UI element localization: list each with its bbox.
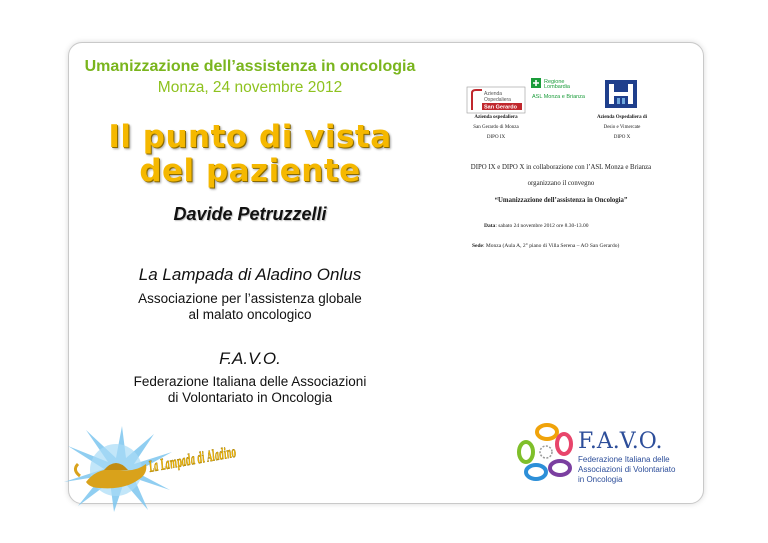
sede-row bbox=[472, 243, 672, 249]
sede-value: : Monza (Aula A, 2° piano di Villa Serena – AO San Gerardo) bbox=[483, 243, 620, 249]
desio-vimercate-logo bbox=[603, 76, 639, 112]
right-col-line2: Desio e Vimercate bbox=[603, 125, 641, 130]
sg-logo-line3: San Gerardo bbox=[484, 104, 518, 111]
aladino-logo bbox=[64, 426, 242, 512]
asl-logo-line1: Regione bbox=[544, 79, 565, 85]
org1-desc-line2: al malato oncologico bbox=[188, 307, 312, 322]
data-value: : sabato 24 novembre 2012 ore 8.30-13.00 bbox=[495, 223, 589, 229]
org2-desc-line1: Federazione Italiana delle Associazioni bbox=[133, 374, 367, 389]
favo-flower-icon bbox=[519, 425, 571, 479]
asl-logo bbox=[530, 76, 596, 102]
announcement-line3: “Umanizzazione dell’assistenza in Oncologia” bbox=[494, 197, 628, 204]
org2-description bbox=[80, 374, 420, 406]
org1-description bbox=[80, 291, 420, 323]
favo-logo-name: F.A.V.O. bbox=[578, 429, 663, 454]
favo-logo-line3: in Oncologia bbox=[578, 475, 623, 484]
announcement-line1: DIPO IX e DIPO X in collaborazione con l’ASL Monza e Brianza bbox=[470, 164, 652, 171]
org1-name: La Lampada di Aladino Onlus bbox=[138, 265, 362, 284]
talk-title-line1: Il punto di vista bbox=[108, 119, 392, 155]
sg-logo-line1: Azienda bbox=[484, 91, 503, 97]
asl-logo-line3: ASL Monza e Brianza bbox=[532, 94, 585, 100]
data-label: Data bbox=[484, 223, 496, 229]
favo-logo bbox=[512, 418, 692, 496]
event-date-place: Monza, 24 novembre 2012 bbox=[157, 79, 343, 96]
sede-label: Sede bbox=[472, 243, 483, 249]
org2-desc-line2: di Volontariato in Oncologia bbox=[167, 390, 333, 405]
talk-title bbox=[80, 120, 420, 188]
event-kicker: Umanizzazione dell’assistenza in oncologia bbox=[84, 58, 416, 75]
right-col-line1: Azienda Ospedaliera di bbox=[596, 115, 647, 120]
favo-logo-line1: Federazione Italiana delle bbox=[578, 455, 670, 464]
left-col-line2: San Gerardo di Monza bbox=[473, 125, 519, 130]
sg-logo-line2: Ospedaliera bbox=[484, 97, 511, 103]
org2-name: F.A.V.O. bbox=[219, 349, 281, 368]
asl-logo-line2: Lombardia bbox=[544, 84, 570, 90]
left-col-line3: DIPO IX bbox=[486, 135, 506, 140]
org1-desc-line1: Associazione per l’assistenza globale bbox=[138, 291, 362, 306]
announcement-line2: organizzano il convegno bbox=[527, 180, 595, 187]
san-gerardo-logo bbox=[466, 86, 526, 114]
aladino-logo-text bbox=[147, 443, 237, 476]
talk-title-line2: del paziente bbox=[139, 153, 361, 189]
favo-logo-line2: Associazioni di Volontariato bbox=[578, 465, 676, 474]
speaker-name: Davide Petruzzelli bbox=[173, 204, 327, 224]
right-col-line3: DIPO X bbox=[613, 135, 631, 140]
data-row bbox=[484, 223, 664, 229]
left-col-line1: Azienda ospedaliera bbox=[474, 115, 518, 120]
